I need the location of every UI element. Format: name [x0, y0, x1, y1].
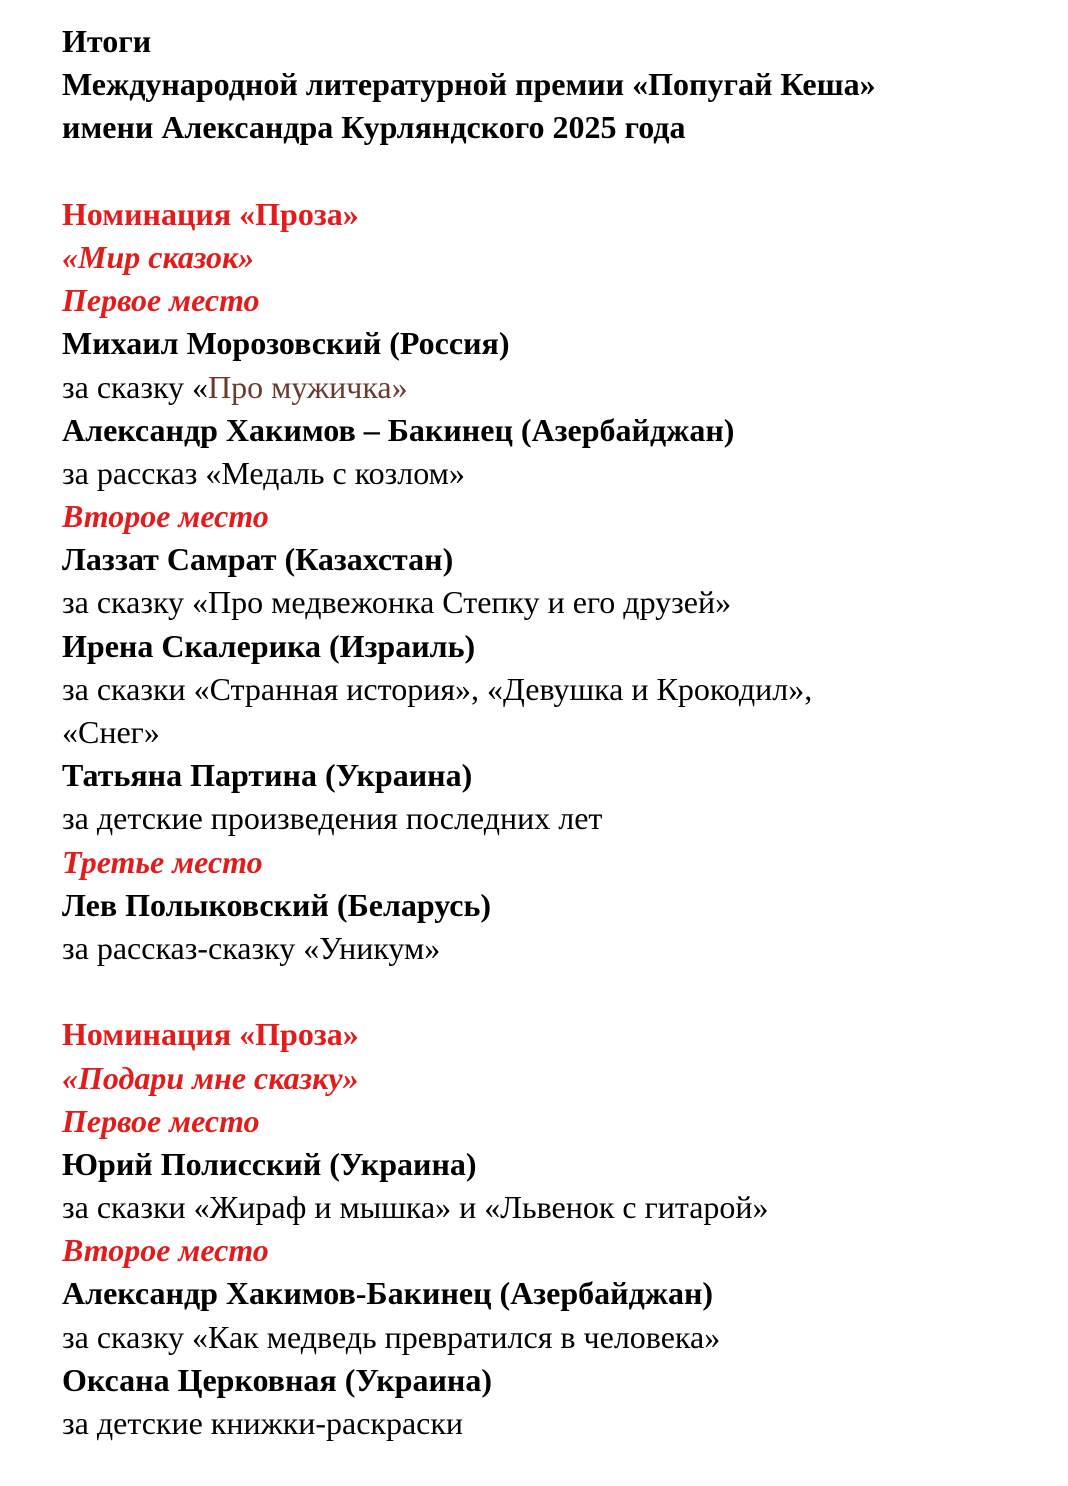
section1-first-place-label: Первое место — [62, 282, 260, 319]
winner-work — [62, 366, 1052, 409]
winner-work: за сказку «Про медвежонка Степку и его друзей» — [62, 584, 732, 621]
winner-work: за сказки «Жираф и мышка» и «Львенок с гитарой» — [62, 1189, 769, 1226]
winner-name: Оксана Церковная (Украина) — [62, 1361, 492, 1398]
winner-name: Юрий Полисский (Украина) — [62, 1145, 477, 1182]
spacer — [62, 150, 1052, 193]
section2-second-place-label: Второе место — [62, 1232, 269, 1269]
document-title-line-3: имени Александра Курляндского 2025 года — [62, 109, 686, 146]
document-page — [62, 20, 1052, 1445]
section1-second-place-label: Второе место — [62, 498, 269, 535]
section2-category: «Подари мне сказку» — [62, 1059, 359, 1096]
winner-work: за рассказ «Медаль с козлом» — [62, 454, 465, 491]
winner-name: Лаззат Самрат (Казахстан) — [62, 541, 454, 578]
winner-work: за детские произведения последних лет — [62, 800, 603, 837]
winner-work-continued: «Снег» — [62, 714, 160, 750]
document-title-line-1: Итоги — [62, 23, 152, 59]
winner-work: за рассказ-сказку «Уникум» — [62, 929, 441, 966]
section2-first-place-label: Первое место — [62, 1102, 260, 1139]
winner-name: Михаил Морозовский (Россия) — [62, 325, 510, 362]
spacer — [62, 970, 1052, 1013]
document-title-line-2: Международной литературной премии «Попугай Кеша» — [62, 66, 876, 103]
winner-work: за детские книжки-раскраски — [62, 1405, 464, 1441]
winner-name: Александр Хакимов-Бакинец (Азербайджан) — [62, 1275, 714, 1312]
work-prefix: за сказку « — [62, 368, 209, 405]
section1-category: «Мир сказок» — [62, 238, 255, 275]
winner-name: Ирена Скалерика (Израиль) — [62, 627, 476, 664]
work-title: Про мужичка» — [208, 368, 408, 405]
winner-name: Лев Полыковский (Беларусь) — [62, 886, 492, 923]
winner-name: Александр Хакимов – Бакинец (Азербайджан) — [62, 411, 735, 448]
section2-nomination: Номинация «Проза» — [62, 1016, 359, 1053]
winner-work: за сказку «Как медведь превратился в человека» — [62, 1318, 721, 1355]
winner-work: за сказки «Странная история», «Девушка и Крокодил», — [62, 670, 813, 707]
winner-name: Татьяна Партина (Украина) — [62, 757, 473, 794]
section1-third-place-label: Третье место — [62, 843, 263, 880]
section1-nomination: Номинация «Проза» — [62, 195, 359, 232]
